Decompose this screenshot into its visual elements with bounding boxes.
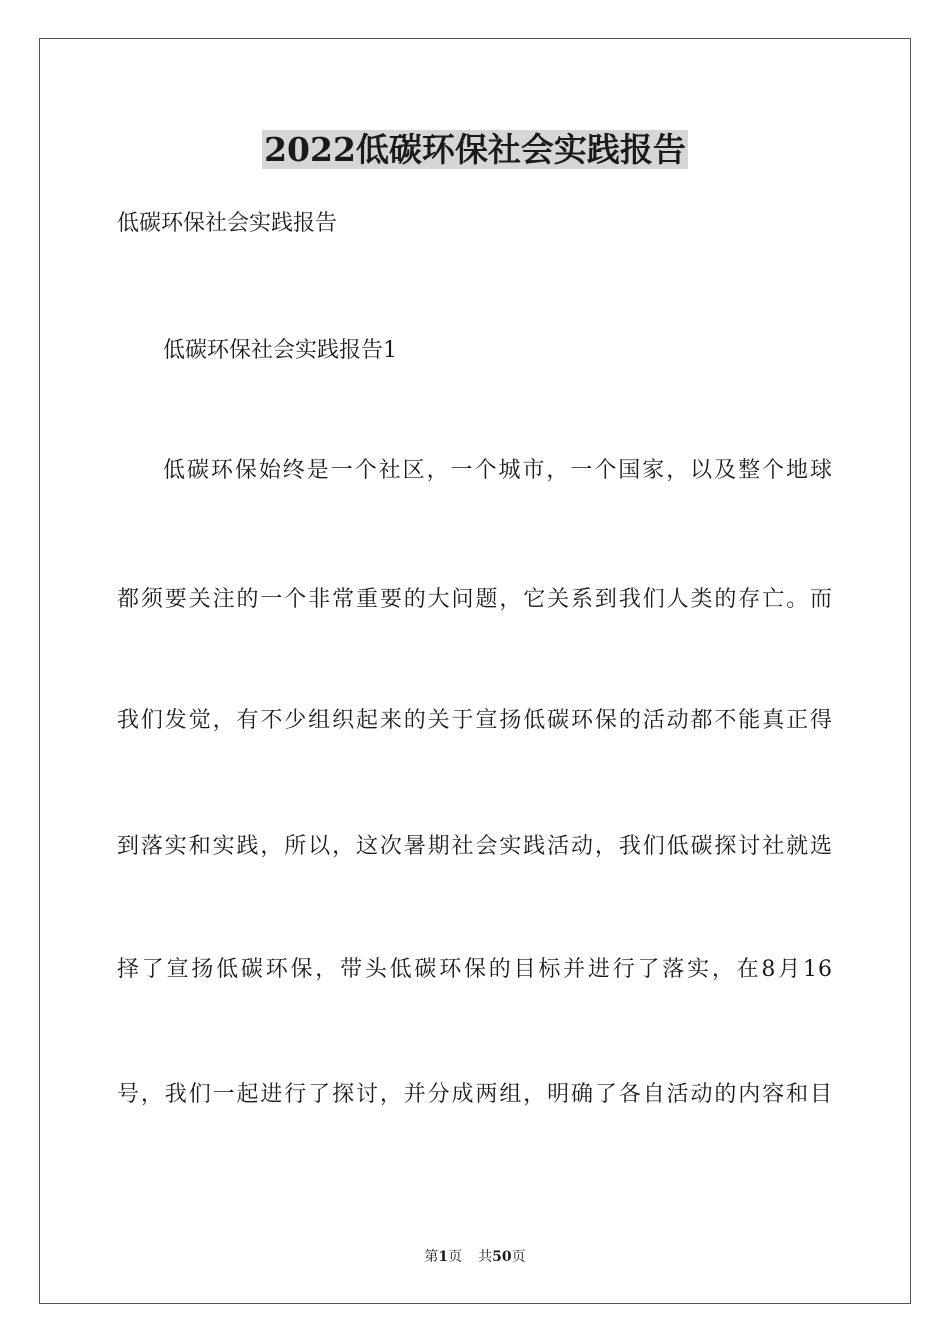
footer-page-suffix: 页 bbox=[448, 1249, 463, 1265]
footer-page-prefix: 第 bbox=[424, 1249, 439, 1265]
document-title-text: 2022低碳环保社会实践报告 bbox=[264, 130, 686, 169]
body-line-2: 都须要关注的一个非常重要的大问题，它关系到我们人类的存亡。而 bbox=[117, 587, 833, 612]
footer-total-suffix: 页 bbox=[511, 1249, 526, 1265]
section-heading: 低碳环保社会实践报告1 bbox=[163, 338, 397, 363]
body-line-4: 到落实和实践，所以，这次暑期社会实践活动，我们低碳探讨社就选 bbox=[117, 834, 833, 859]
document-subtitle: 低碳环保社会实践报告 bbox=[117, 211, 338, 236]
body-line-1: 低碳环保始终是一个社区，一个城市，一个国家，以及整个地球 bbox=[163, 458, 833, 483]
body-line-6: 号，我们一起进行了探讨，并分成两组，明确了各自活动的内容和目 bbox=[117, 1082, 833, 1107]
body-line-3: 我们发觉，有不少组织起来的关于宣扬低碳环保的活动都不能真正得 bbox=[117, 708, 833, 733]
footer-total-pages: 50 bbox=[492, 1249, 512, 1265]
footer-total-prefix: 共 bbox=[478, 1249, 493, 1265]
document-title bbox=[0, 128, 950, 172]
body-line-5: 择了宣扬低碳环保，带头低碳环保的目标并进行了落实，在8月16 bbox=[117, 957, 833, 982]
page-footer bbox=[0, 1248, 950, 1266]
footer-page-number: 1 bbox=[438, 1249, 449, 1265]
